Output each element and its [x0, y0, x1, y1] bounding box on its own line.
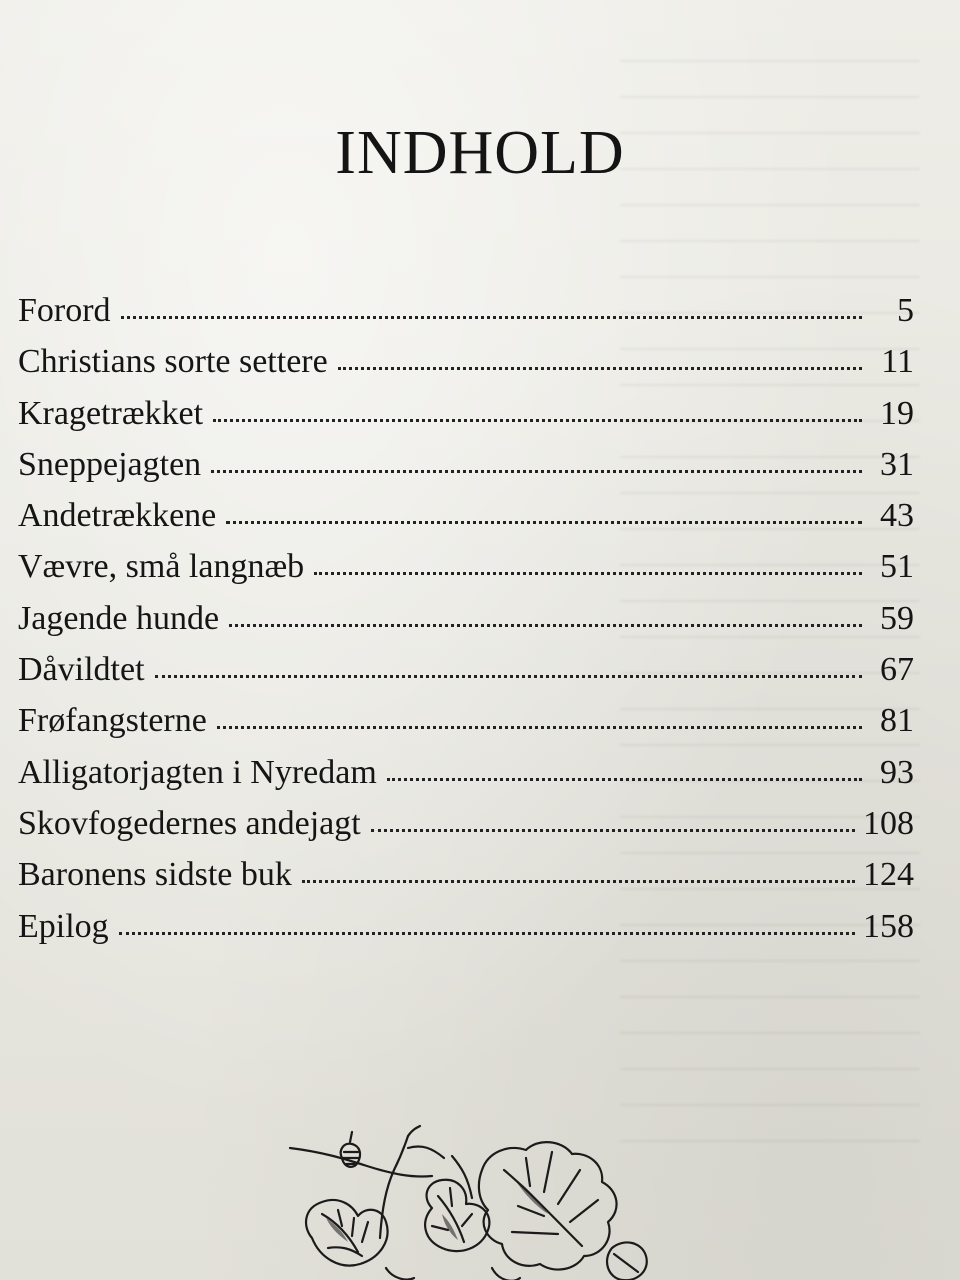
toc-entry	[18, 446, 914, 497]
toc-leader-dots	[119, 932, 855, 935]
toc-entry-page: 59	[880, 599, 914, 637]
toc-entry-title: Vævre, små langnæb	[18, 548, 305, 586]
toc-entry-page: 81	[880, 702, 914, 740]
toc-entry	[18, 292, 914, 343]
toc-entry-page: 43	[880, 497, 914, 535]
toc-entry-title: Jagende hunde	[18, 599, 220, 637]
toc-leader-dots	[387, 778, 862, 781]
toc-entry	[18, 805, 914, 856]
toc-entry	[18, 908, 914, 959]
toc-entry-title: Sneppejagten	[18, 445, 202, 483]
hop-vine-illustration-icon	[282, 1118, 662, 1280]
toc-entry-page: 93	[880, 753, 914, 791]
toc-leader-dots	[338, 367, 862, 370]
toc-entry-page: 5	[897, 292, 914, 329]
toc-entry	[18, 548, 914, 599]
toc-entry-title: Skovfogedernes andejagt	[18, 804, 361, 842]
toc-entry-title: Kragetrækket	[18, 394, 204, 432]
toc-entry-page: 67	[880, 651, 914, 689]
toc-entry-title: Epilog	[18, 907, 109, 945]
toc-leader-dots	[217, 726, 862, 729]
toc-entry-title: Baronens sidste buk	[18, 856, 292, 894]
toc-entry	[18, 395, 914, 446]
toc-entry-page: 158	[863, 907, 914, 945]
table-of-contents	[18, 292, 914, 959]
toc-leader-dots	[213, 419, 862, 422]
toc-entry-page: 19	[880, 394, 914, 432]
toc-leader-dots	[121, 316, 862, 319]
toc-entry	[18, 343, 914, 394]
toc-entry-title: Forord	[18, 292, 111, 329]
toc-entry-title: Christians sorte settere	[18, 343, 328, 381]
toc-entry-title: Dåvildtet	[18, 651, 145, 689]
toc-leader-dots	[211, 470, 862, 473]
toc-entry	[18, 754, 914, 805]
toc-entry-page: 108	[863, 804, 914, 842]
toc-entry-page: 11	[881, 343, 914, 381]
toc-entry-page: 51	[880, 548, 914, 586]
toc-entry	[18, 856, 914, 907]
page-title: INDHOLD	[335, 119, 625, 187]
toc-entry	[18, 702, 914, 753]
toc-leader-dots	[302, 880, 855, 883]
toc-entry-page: 124	[863, 856, 914, 894]
toc-leader-dots	[314, 572, 862, 575]
toc-leader-dots	[229, 624, 862, 627]
toc-entry	[18, 651, 914, 702]
toc-leader-dots	[226, 521, 862, 524]
toc-entry	[18, 497, 914, 548]
toc-leader-dots	[155, 675, 862, 678]
toc-entry-title: Andetrækkene	[18, 497, 217, 535]
toc-entry	[18, 600, 914, 651]
toc-entry-title: Alligatorjagten i Nyredam	[18, 753, 377, 791]
toc-entry-title: Frøfangsterne	[18, 702, 207, 740]
toc-leader-dots	[371, 829, 855, 832]
toc-entry-page: 31	[880, 445, 914, 483]
